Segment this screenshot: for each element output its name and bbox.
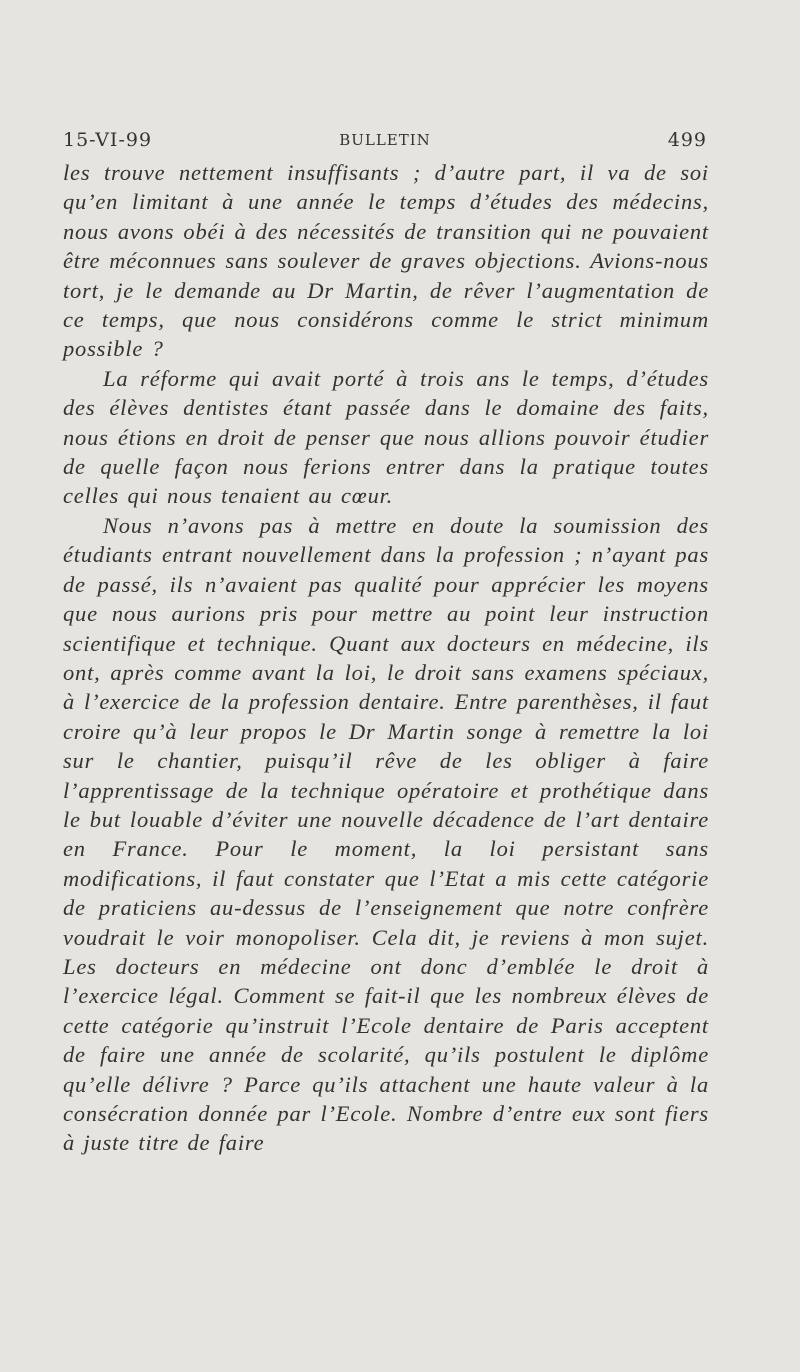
issue-date: 15-VI-99 — [63, 129, 153, 151]
page-header — [63, 128, 707, 152]
paragraph-reform: La réforme qui avait porté à trois ans le temps, d’études des élèves dentistes étant passée dans le domaine des faits, nous étions en droit de penser que nous allions pouvoir étudier de quelle façon nous ferions entrer dans la pratique toutes celles qui nous tenaient au cœur. — [63, 365, 709, 509]
running-title: BULLETIN — [339, 131, 431, 149]
paragraph-continued: les trouve nettement insuffisants ; d’autre part, il va de soi qu’en limitant à une année le temps d’études des médecins, nous avons obéi à des nécessités de transition qui ne pouvaient être méconnues sans soulever de graves objections. Avions-nous tort, je le demande au Dr Martin, de rêver l’augmentation de ce temps, que nous considérons comme le strict minimum possible ? — [63, 160, 709, 362]
body-text — [63, 158, 709, 1158]
paragraph-students: Nous n’avons pas à mettre en doute la soumission des étudiants entrant nouvellement dans la profession ; n’ayant pas de passé, ils n’avaient pas qualité pour apprécier les moyens que nous aurions pris pour mettre au point leur instruction scientifique et technique. Quant aux docteurs en médecine, ils ont, après comme avant la loi, le droit sans examens spéciaux, à l’exercice de la profession dentaire. Entre parenthèses, il faut croire qu’à leur propos le Dr Martin songe à remettre la loi sur le chantier, puisqu’il rêve de les obliger à faire l’apprentissage de la technique opératoire et prothétique dans le but louable d’éviter une nouvelle décadence de l’art dentaire en France. Pour le moment, la loi persistant sans modifications, il faut constater que l’Etat a mis cette catégorie de praticiens au-dessus de l’enseignement que notre confrère voudrait le voir monopoliser. Cela dit, je reviens à mon sujet. Les docteurs en médecine ont donc d’emblée le droit à l’exercice légal. Comment se fait-il que les nombreux élèves de cette catégorie qu’instruit l’Ecole dentaire de Paris acceptent de faire une année de scolarité, qu’ils postulent le diplôme qu’elle délivre ? Parce qu’ils attachent une haute valeur à la consécration donnée par l’Ecole. Nombre d’entre eux sont fiers à juste titre de faire — [63, 512, 709, 1156]
page-number: 499 — [667, 129, 707, 151]
